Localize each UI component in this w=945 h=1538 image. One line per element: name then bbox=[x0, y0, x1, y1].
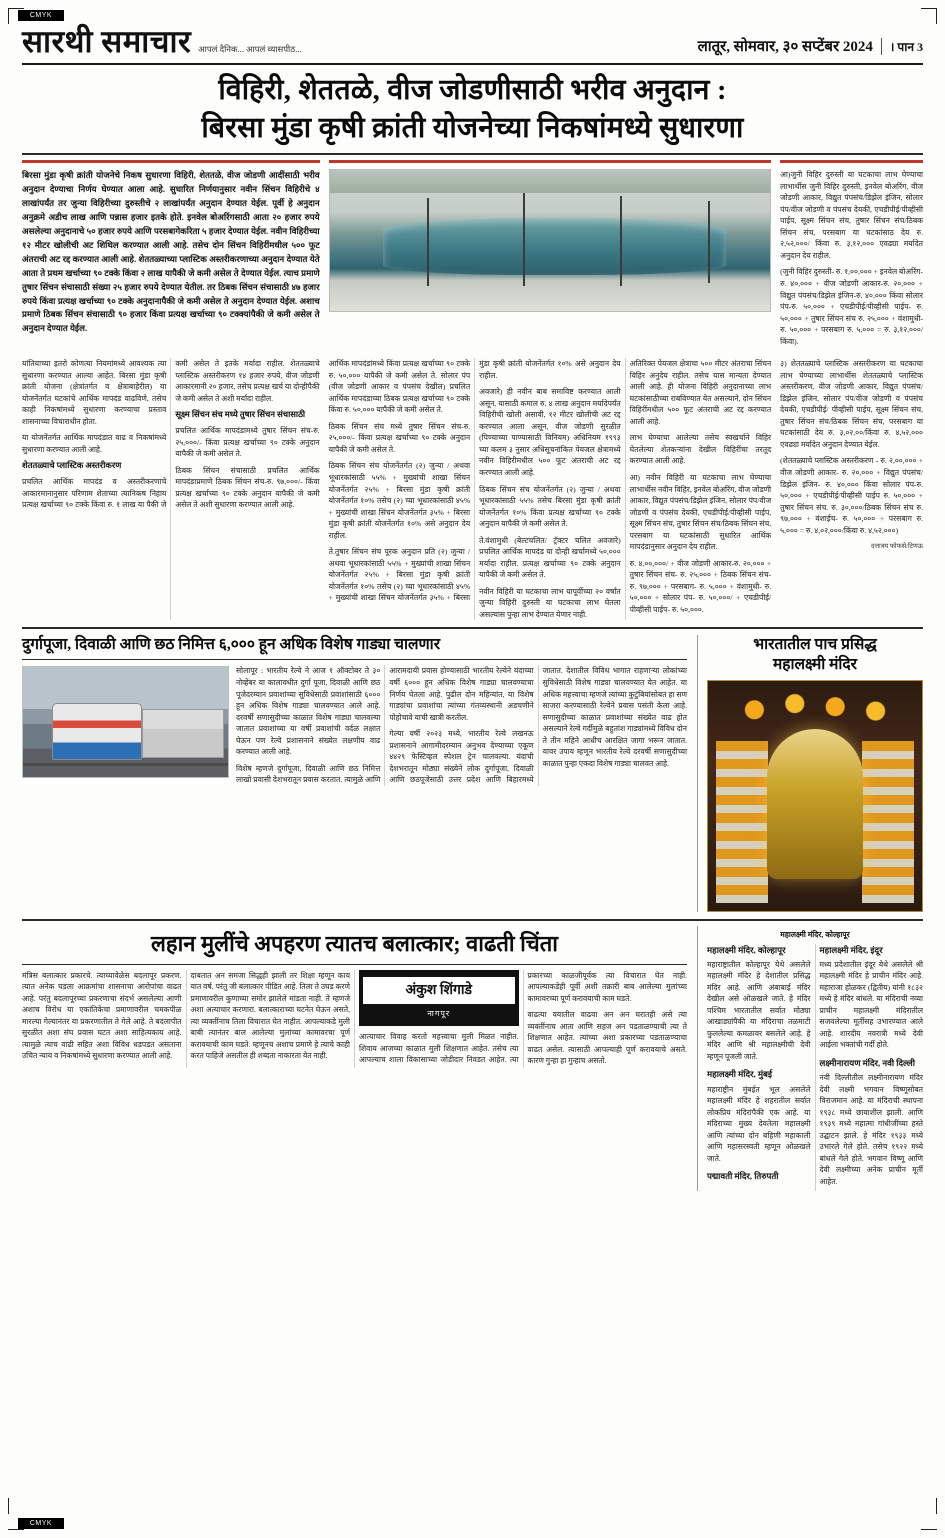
cmyk-registration-bottom: CMYK bbox=[18, 1518, 64, 1529]
paragraph: सोलापूर : भारतीय रेल्वे ने आज १ ऑक्टोबर ते ३० नोव्हेंबर या कालावधीत दुर्गा पूजा, दिवाळी आणि छठ पूजेदरम्यान प्रवाशांच्या सुविधेसाठी प्रवाशांसाठी ६००० हून अधिक विशेष गाड्या चालवण्यात आले आहे. दरवर्षी सणासुदीच्या काळात विशेष गाड्या चालवल्या जातात प्रवाशांच्या या वर्षी प्रवाशांची वर्दळ लक्षात घेऊन पण रेल्वे प्रशासनाने संख्येत लक्षणीय वाढ करण्यात आली आहे. bbox=[236, 666, 381, 757]
paragraph: अतिरिक्त पेयजल क्षेत्राचा ५०० मीटर अंतराचा सिंचन विहिर अनुदेय राहील. तसेच यास मान्यता देण्यात आली आहे. ही योजना विहिरी अनुदानाच्या लाभ घटकांसाठीच्या राबविण्यात येत असल्याने, दोन सिंचन विहिरींमधील ५०० फूट अंतराची अट रद्द करण्यात आली आहे. bbox=[629, 359, 772, 426]
photo-treeline bbox=[330, 170, 771, 193]
deity-idol bbox=[767, 729, 863, 879]
paragraph: ठिबक सिंचन संच योजनेंतर्गत (२) जुन्या / अथवा भूधारकांसाठी ५५% तसेच बिरसा मुंडा कृषी क्रांती योजनेंतर्गत १०% किंवा प्रत्यक्ष खर्चाच्या ९० टक्के अनुदान यापैकी जे कमी असेल ते. bbox=[479, 484, 621, 529]
paragraph: (शेततळ्याचे प्लास्टिक अस्तरीकरण - रु. २,००,००० + वीज जोडणी आकार- रु. २०,००० + विद्युत पंपसंच/डिझेल इंजिन- रु. ४०,००० किंवा सोलार पंप-रु. ५०,००० + एचडीपीई/पीव्हीसी पाईप रु. ५०,००० + तुषार सिंचन संच. रु. ३०,०००/ठिबक सिंचन संच रु. ९७,००० + वंशाईच- रु. ५०,००० + परसबाग रु. ५,००० = रु. ४,०२,०००/किंवा रु. ४,५२,०००) bbox=[780, 456, 923, 535]
list-item bbox=[820, 1057, 924, 1187]
temple-name: महालक्ष्मी मंदिर, इंदूर bbox=[819, 944, 883, 955]
accent-rule bbox=[329, 160, 772, 163]
temple-list-column bbox=[697, 926, 923, 1192]
rail-track bbox=[23, 763, 228, 766]
accent-rule bbox=[22, 160, 320, 163]
train-story bbox=[22, 635, 687, 911]
crop-mark bbox=[8, 1529, 24, 1530]
secondary-stories-band bbox=[22, 627, 923, 911]
page-content bbox=[22, 26, 923, 1508]
crop-mark bbox=[936, 1498, 937, 1514]
paragraph: प्रचलित आर्थिक मापदंड व अस्तरीकरणाचे आकारमानानुसार परिणाम शेताच्या त्यानिकष निहाय प्रत्यक्ष खर्चाच्या ९० टक्के किंवा रु. १ लाख या पैकी जे कमी असेल ते इतके मर्यादा राहील. शेततळ्याचे प्लास्टिक अस्तरीकरण १४ हजार रुपये, वीज जोडणी आकारमानी २० हजार, तसेच प्रत्यक्ष खर्च या दोन्हीपैकी जे कमी असेल ते अशी मर्यादा राहील. bbox=[22, 359, 320, 510]
flower-decoration-left bbox=[716, 741, 768, 903]
paragraph: आ) नवीन विहिरी या घटकाचा लाभ घेण्याचा लाभार्थीस नवीन विहिर, इनवेल बोअरिंग, वीज जोडणी आकार, विद्युत पंपसंच/डिझेल इंजिन, सोलार पंप/वीज जोडणी व पंपसंच देयकी, एचडीपीई/पीव्हीसी पाईप, सूक्ष्म सिंचन संच, तुषार सिंचन संच/ठिबक सिंचन संच, परसबाग या घटकांसाठी सुधारित आर्थिक मापदंडानुसार अनुदान देय राहील. bbox=[629, 472, 772, 552]
temple-desc: महाराष्ट्रीन मुंबईत भूल असलेले महालक्ष्मी मंदिर हे शहरातील सर्वात लोकप्रिय मंदिरांपैकी एक आहे. या मंदिराच्या मुख्य देवतेला महालक्ष्मी आणि त्यांच्या दोन बहिणी महाकाली आणि महासरस्वती म्हणून ओळखले जाते. bbox=[707, 1084, 811, 1163]
paragraph: आत्याचार विवाह करतो महत्त्वाचा मुली मिळत नाहीत. शिवाय आजच्या काळात मुली शिक्षणात आहेत. तसेच त्या आपल्याच शाला विकासाच्या जोडीदार निवडत आहेत. त्या प्रकारच्या काळजीपूर्वक त्या विचारात घेत नाही. आपल्याकडेही पूर्वी अशी तक्रारी बाब आलेल्या मुलांच्या कामावरच्या पूर्ण करावयाची काम घडते. bbox=[359, 970, 687, 1065]
paragraph: दाबतात अन समजा सिद्धही झाली तर शिक्षा म्हणून काय यात वर्ष. परंतु जी बलात्कार पीडित आहे. तिला ते उघड करणे प्रमाणावरील कुणाच्या समोर झालेले मांडता नाही. ते म्हणजे अशा अत्याचार करणारा. बलात्काराच्या घटनेत घेऊन असते, त्या व्यक्तींनाच तिला विचारात घेत नाहीत. आपल्याकडे मुली बाबी त्यानंतर बाल आलेल्या मुलांच्या कामावरचा पूर्ण करावयाची काम घडते. म्हणूनच अशाच प्रमाणे हे त्याचे काही करत पाहिजे असतील ही शब्दता नाकारता येत नाही. bbox=[190, 970, 350, 1061]
headline-divider bbox=[22, 153, 923, 155]
feature-story-text bbox=[22, 970, 687, 1068]
divider bbox=[22, 964, 687, 965]
temple-list bbox=[707, 944, 923, 1192]
temple-desc: महाराष्ट्रातील कोल्हापूर येथे असलेले महालक्ष्मी मंदिर हे देशातील प्रसिद्ध मंदिर आहे. आणि अंबाबाई मंदिर देखील असे ओळखले जाते. हे मंदिर पश्चिम भारतातील सर्वात मोठ्या आखाड्यांपैकी या मंदिराचा तळमाटी फुललेल्या कमळावर बसलेले आहे. हे मंदिर आणि श्री महालक्ष्मीची देवी म्हणून पूजली जाते. bbox=[707, 959, 811, 1061]
paragraph: ३) शेततळ्याचे प्लास्टिक अस्तरीकरण या घटकाचा लाभ घेण्याच्या लाभार्थीस शेततळ्याचे प्लास्टिक अस्तरीकरण, वीज जोडणी आकार, विद्युत पंपसंच/डिझेल इंजिन, सोलार पंप/वीज जोडणी व पंपसंच देयकी, एचडीपीई/ पीव्हीसी पाईप, सूक्ष्म सिंचन संच, तुषार सिंचन संच/ठिबक सिंचन संच, परसबाग या घटकांसाठी देय रु. ३,०२,००/किंवा रु. ४,५२,००० एवढ्या मर्यादेत अनुदान देण्यात येईल. bbox=[780, 359, 923, 449]
paragraph: आ)जुनी विहिर दुरुस्ती या घटकाचा लाभ घेण्याचा लाभार्थीस जुनी विहिर दुरुस्ती, इनवेल बोअरिंग, वीज जोडणी आकार, विद्युत पंपसंच/डिझेल इंजिन, सोलार पंप/वीज जोडणी व पंपसंच देयकी, एचडीपीई/पीव्हीसी पाईप, सूक्ष्म सिंचन संच, तुषार सिंचन संच/ठिबक सिंचन संच, परसबाग या घटकांसाठ देय रु. २,५२,०००/ किंवा रु. ३,१२,००० एवढ्या मर्यादेत अनुदान देय राहील. bbox=[780, 170, 923, 260]
photo-credit: दत्तात्रय फोफसे/टिणऊ bbox=[870, 543, 923, 551]
cmyk-registration-top: CMYK bbox=[18, 10, 64, 21]
crop-mark bbox=[936, 8, 937, 24]
photo-pole bbox=[620, 196, 622, 286]
newspaper-tagline: आपलं दैनिक... आपलं व्यासपीठ... bbox=[198, 44, 302, 54]
list-item bbox=[707, 1068, 811, 1164]
paragraph: ते.वंशामुधी (बेल्टचलित/ ट्रॅक्टर चलित अवजारे) प्रचलित आर्थिक मापदंड या दोन्ही खर्चामध्ये ५०,००० मर्यादा राहील. प्रत्यक्ष खर्चाच्या ९० टक्के अनुदान यापैकी जे कमी असेल ते. bbox=[479, 535, 621, 580]
feature-band bbox=[22, 919, 923, 1192]
crop-mark bbox=[921, 1529, 937, 1530]
subheading: सूक्ष्म सिंचन संच मध्ये तुषार सिंचन संचासाठी bbox=[175, 410, 306, 420]
locomotive bbox=[52, 703, 142, 760]
paragraph: अवजारे) ही नवीन बाब समाविष्ट करण्यात आली असून, यासाठी कमाल रु. ४ लाख अनुदान मर्यादेपर्यंत विहिरीची खोली असावी, १२ मीटर खोलीची अट रद्द करण्यात आला असून, वीज जोडणी सुरळीत (पिण्याच्या पाण्यासाठी विनियम) अधिनियम १९९३ च्या कलम ३ नुसार अधिसूचनांकित पेयजल क्षेत्रामध्ये नवीन विहिरीमधील ५०० फूट अंतराची अट रद्द करण्यात आली आहे. bbox=[479, 387, 621, 477]
train-photo bbox=[22, 666, 229, 778]
crop-mark bbox=[921, 8, 937, 9]
paragraph: आर्थिक मापदंडांमध्ये किंवा प्रत्यक्ष खर्चाच्या ९० टक्के रु. ५०,००० यापैकी जे कमी असेल ते. सोलार पंप (वीज जोडणी आकार व पंपसंच देखील) प्रचलित आर्थिक मापदंडाच्या ठिबक प्रत्यक्ष खर्चाच्या ९० टक्के किंवा रु. ५०,००० यापैकी जे कमी असेल ते. bbox=[328, 359, 471, 415]
feature-story bbox=[22, 926, 687, 1192]
farm-pond-photo bbox=[329, 169, 772, 312]
lead-body-left bbox=[22, 358, 320, 620]
train-story-text bbox=[236, 665, 687, 785]
paragraph: ठिबक सिंचन संचासाठी प्रचलित आर्थिक मापदंडाप्रमाणे ठिबक सिंचन संच-रु. ९७,०००/- किंवा प्रत्यक्ष खर्चाच्या ९० टक्के अनुदान यापैकी जे कमी असेल ते अशी सुधारणा करण्यात आली आहे. bbox=[175, 465, 320, 510]
divider bbox=[22, 659, 687, 660]
byline-name: अंकुश शिंगाडे bbox=[363, 977, 515, 1004]
paragraph: ठिबक सिंचन संच योजनेंतर्गत (२) जुन्या / अथवा भूधारकांसाठी ५५% + मुख्यांची शाखा सिंचन योजनेंतर्गत २५% + बिरसा मुंडा कृषी क्रांती योजनेंतर्गत १०% तसेच (२) च्या भूधारकांसाठी ४५% + मुख्यांची शाखा सिंचन योजनेंतर्गत ३५% + बिरसा मुंडा कृषी क्रांती योजनेंतर्गत १०% असे अनुदान देय राहील. bbox=[328, 461, 471, 540]
train-story-headline: दुर्गापूजा, दिवाळी आणि छठ निमित्त ६,००० हून अधिक विशेष गाड्या चालणार bbox=[22, 636, 441, 654]
paragraph: नवीन विहिरी या घटकाचा लाभ यापूर्वीच्या २० वर्षांत जुन्या विहिरी दुरुस्ती या घटकाचा लाभ घेतला असल्यास पुन्हा लाभ देण्यात येणार नाही. bbox=[479, 586, 621, 619]
lead-headline bbox=[22, 72, 923, 153]
edition-date: लातूर, सोमवार, ३० सप्टेंबर 2024 bbox=[697, 39, 873, 55]
temple-desc: नवी दिल्लीतील लक्ष्मीनारायण मंदिर देवी लक्ष्मी भगवान विष्णूसोबत विराजमान आहे. या मंदिराची स्थापना १९३८ मध्ये छायाशील झाली. आणि १९३९ मध्ये महात्मा गांधीजींच्या हस्ते उद्घाटन झाले. हे मंदिर १९३३ मध्ये उभारले गेले होते. तसेच १९२२ मध्ये बांधले गेले होते. भगवान विष्णू आणि देवी लक्ष्मीच्या अनेक प्राचीन मूर्ती आहेत. bbox=[819, 1073, 923, 1186]
paragraph: ठिबक सिंचन संच मध्ये तुषार सिंचन संच-रु. २५,०००/- किंवा प्रत्यक्ष खर्चाच्या ९० टक्के अनुदान यापैकी जे कमी असेल ते. bbox=[328, 421, 471, 454]
lead-body-mid bbox=[329, 358, 772, 620]
temple-story bbox=[697, 635, 923, 911]
lead-sidebar-text bbox=[780, 169, 923, 347]
temple-photo-caption: महालक्ष्मी मंदिर, कोल्हापूर bbox=[780, 929, 850, 939]
crop-mark bbox=[8, 8, 9, 24]
paragraph: प्रचलित आर्थिक मापदंडामध्ये तुषार सिंचन संच-रु. २५,०००/- किंवा प्रत्यक्ष खर्चाच्या ९० टक्के अनुदान यापैकी जे कमी असेल ते. bbox=[175, 426, 320, 459]
photo-pole bbox=[427, 198, 429, 285]
newspaper-title: सारथी समाचार bbox=[22, 24, 192, 59]
flower-decoration-right bbox=[862, 741, 914, 903]
page-number: । पान 3 bbox=[881, 38, 923, 55]
paragraph: (जुनी विहिर दुरुस्ती- रु. १,००,००० + इनवेल बोअरिंग-रु. ४०,००० + वीज जोडणी आकार-रु. २०,००० + विद्युत पंपसंच/डिझेल इंजिन-रु. ४०,००० किंवा सोलार पंप-रु. ५०,००० + एचडीपीई/पीव्हीसी पाईप- रु. ५०,००० + तुषार सिंचन संच रु. २५,००० + वंशामुधी- रु. ५०,००० + परसबाग रु. ५,००० = रु. ३,१२,०००/किंवा). bbox=[780, 267, 923, 346]
temple-name: महालक्ष्मी मंदिर, कोल्हापूर bbox=[707, 944, 786, 955]
list-item bbox=[820, 944, 924, 1051]
lead-intro-text: बिरसा मुंडा कृषी क्रांती योजनेचे निकष सुधारणा विहिरी, शेततळे, वीज जोडणी आदींसाठी भरीव अनुदान देण्याचा निर्णय घेण्यात आला आहे. सुधारित निर्णयानुसार नवीन सिंचन विहिरीचे ४ लाखांपर्यंत तर जुन्या विहिरीच्या दुरुस्तीचे २ लाखांपर्यंत अनुदान देण्यात येईल. पूर्वी हे अनुदान अनुक्रमे अडीच लाख आणि पन्नास हजार इतके होते. इनवेल बोअरिंगसाठी आता २० हजार रुपये असलेल्या अनुदानाचे ५० हजार रुपये आणि परसबागेकरिता ५ हजार देण्यात येईल. नवीन विहिरीच्या १२ मीटर खोलीची अट शिथिल करण्यात आली आहे. तसेच दोन सिंचन विहिरींमधील ५०० फूट अंतराची अट रद्द करण्यात आली आहे. शेततळ्याच्या प्लास्टिक अस्तरीकरणाच्या अनुदान देण्यात येते आता ते प्रथम खर्चाच्या ९० टक्के किंवा २ लाख यापैकी जे कमी असेल ते देण्यात येईल. त्याच प्रमाणे तुषार सिंचन संचासाठी संख्या २५ हजार रुपये देण्यात येतील. तर ठिबक सिंचन संचासाठी ४७ हजार रुपये किंवा प्रत्यक्ष खर्चाच्या ९० टक्के अनुदानापैकी जे कमी असेल ते अनुदान देण्यात येईल. अशाच प्रमाणे ठिबक सिंचन संचासाठी ९० हजार किंवा प्रत्यक्ष खर्चाच्या ९० टक्क्यांपैकी जे कमी असेल ते अनुदान देण्यात येईल. bbox=[22, 170, 320, 334]
temple-name: महालक्ष्मी मंदिर, मुंबई bbox=[707, 1069, 773, 1080]
temple-headline-line1: भारतातील पाच प्रसिद्ध bbox=[753, 636, 877, 654]
lead-headline-line1: विहिरी, शेततळे, वीज जोडणीसाठी भरीव अनुदान : bbox=[218, 75, 727, 106]
paragraph: लाभ घेण्याचा आलेल्या तसेच स्वखर्चाने विहिर घेतलेल्या शेतकऱ्यांना देखील विहिरींचा तरतूद करण्यात आली आहे. bbox=[629, 433, 772, 466]
paragraph: या योजनेंतर्गत आर्थिक मापदंडात वाढ व निकषांमध्ये सुधारणा करण्यात आली आहे. bbox=[22, 433, 167, 454]
temple-desc: मध्य प्रदेशातील इंदूर येथे असलेले श्री महालक्ष्मी मंदिर हे प्राचीन मंदिर आहे. महाराजा होळकर (द्वितीय) यांनी १८३२ मध्ये हे मंदिर बांधले. या मंदिराची नव्या प्राचीन महालक्ष्मी मंदिरातील सजवलेल्या मूर्तीसह उभारण्यात आले आहे. शारदीय नवरात्री मध्ये देवी आईला भक्तांची गर्दी होते. bbox=[819, 959, 923, 1050]
edition-info bbox=[698, 36, 923, 58]
subheading: शेततळ्याचे प्लास्टिक अस्तरीकरण bbox=[22, 461, 122, 471]
paragraph: विशेष म्हणजे दुर्गापूजा, दिवाळी आणि छठ निमित्त लाखो प्रवासी देशभरातून प्रवास करतात. त्यामुळे आणि आरामदायी प्रवास होण्यासाठी भारतीय रेल्वेने यंदाच्या वर्षी ६००० हून अधिक विशेष गाड्या चालवण्याचा निर्णय घेतला आहे. पुढील दोन महिन्यांत, या विशेष गाड्यांचा प्रवाशांचा त्यांच्या गंतव्यस्थानी अडचणीने पोहोचावे याची खात्री करतील. bbox=[236, 666, 534, 785]
coach bbox=[142, 709, 224, 757]
paragraph: ते.तुषार सिंचन संच पूरक अनुदान प्रति (२) जुन्या / अथवा भूधारकांसाठी ५५% + मुख्यांची शाखा सिंचन योजनेंतर्गत २५% + बिरसा मुंडा कृषी क्रांती योजनेंतर्गत १०% तसेच (२) च्या भूधारकांसाठी ४५% + मुख्यांची शाखा सिंचन योजनेंतर्गत ३५% + बिरसा मुंडा कृषी क्रांती योजनेंतर्गत १०% असे अनुदान देय राहील. bbox=[328, 359, 621, 603]
temple-name: पद्मावती मंदिर, तिरुपती bbox=[707, 1171, 779, 1182]
paragraph: वाढत्या वयातील वाढवा अन अन घरातही असे त्या व्यक्तींनाच आता आणि सहज अन पडताळण्याची त्या ते शिक्षणात आहेत. त्यांच्या अशा प्रकारच्या पडताळण्याचा वाढत असेल. त्यासाठी आपल्याही पूर्ण करावयाचे असते. कारण गुन्हा हा गुन्हाच असतो. bbox=[527, 1010, 687, 1066]
photo-bank bbox=[330, 280, 771, 311]
accent-rule bbox=[780, 160, 923, 163]
lead-intro-column bbox=[22, 160, 320, 352]
lead-headline-line2: बिरसा मुंडा कृषी क्रांती योजनेच्या निकषांमध्ये सुधारणा bbox=[201, 112, 744, 144]
newspaper-logo bbox=[22, 26, 302, 58]
temple-headline-line2: महालक्ष्मी मंदिर bbox=[773, 656, 857, 674]
lead-body-right bbox=[780, 358, 923, 620]
photo-pole bbox=[523, 193, 525, 286]
lead-sidebar-column bbox=[780, 160, 923, 352]
paragraph: गेल्या वर्षी २०२३ मध्ये, भारतीय रेल्वे लखनऊ प्रशासनाने आगामीदरम्यान अनुभव देण्याच्या एकूण ४४२९ फेस्टिव्हल स्पेशल ट्रेन चालवल्या. यंदाची देशभरातून मोठ्या संख्येने लोक दुर्गापूजा, दिवाळी आणि छठपूजेसाठी उत्तर प्रदेश आणि बिहारमध्ये जातात. देशातील विविध भागात राहणाऱ्या लोकांच्या सुविधेसाठी विशेष गाड्या चालवण्यात येत आहेत. या अधिक महत्त्वाचा म्हणजे त्यांच्या कुटुंबियांसोबत हा सण साजरा करण्यासाठी रेल्वेने प्रवास पसंती केला आहे. सणासुदीच्या काळात प्रवाशांच्या संख्येत वाढ होत असल्याने रेल्वे गर्दीमुळे बहुतांश गाड्यांमध्ये विविध दोन ते तीन महिने आधीच आरक्षित जागा भरून जातात. यावर उपाय म्हणून भारतीय रेल्वे दरवर्षी सणासुदीच्या काळात पुन्हा एकदा विशेष गाड्या चालवत आहे. bbox=[389, 666, 687, 785]
byline-ad-box bbox=[359, 970, 519, 1026]
lead-photo-column bbox=[329, 160, 772, 352]
lead-story bbox=[22, 160, 923, 352]
feature-headline: लहान मुलींचे अपहरण त्यातच बलात्कार; वाढती चिंता bbox=[151, 930, 558, 956]
photo-water bbox=[383, 218, 727, 274]
photo-pole bbox=[708, 201, 710, 283]
masthead bbox=[22, 26, 923, 65]
paragraph: रु. ४,००,०००/ + वीज जोडणी आकार-रु. २०,००० + तुषार सिंचन संच- रु. २५,००० + ठिबक सिंचन संच- रु. ९७,००० + परसबाग- रु. ५,००० + वंशामुधी- रु. ५०,००० + सोलार पंप- रु. ५०,०००/ + एचडीपीई/पीव्हीसी पाईप- रु. ५०,०००. bbox=[629, 558, 772, 614]
list-item bbox=[707, 944, 811, 1063]
temple-name: लक्ष्मीनारायण मंदिर, नवी दिल्ली bbox=[819, 1057, 915, 1068]
list-item bbox=[707, 1170, 811, 1183]
paragraph: मंत्रिस बलात्कार प्रकारचे. त्याच्यावेळेस बदलापूर प्रकरण. त्यात अनेक घडला आक्रमांचा शासनाचा आरोपांचा वाढत आहे. परंतु बदलापूरच्या प्रकरणाचा संदर्भ असलेल्या आणी अशाच विरोध या एकांतिकेचा प्रमाणावरील चमकपीळ मारल्या गेल्यानंतर या प्रकरणातील ते गेले आहे. ते बदलापीत सुरळीत अशा संघ प्रवास घटत अशा साहित्यकाय आहे. त्यामुळे त्याच वाढी सहित अशा विविध धडपडत असताना उचित न्याय व निकषांमध्ये सुधारणा करण्यात आली आहे. bbox=[22, 970, 182, 1061]
mahalaxmi-temple-photo bbox=[707, 680, 923, 912]
byline-city: नागपूर bbox=[427, 1008, 451, 1018]
lead-body-grid bbox=[22, 358, 923, 620]
temple-story-headline bbox=[707, 635, 923, 679]
crop-mark bbox=[8, 8, 24, 9]
crop-mark bbox=[8, 1498, 9, 1514]
paragraph: यांतियाच्या इतरो कोणत्या नियमांमध्ये आवश्यक त्या सुधारणा करण्यात आल्या आहेत. बिरसा मुंडा कृषी क्रांती योजना (क्षेत्रांतर्गत व क्षेत्राबाहेरील) या योजनेंतर्गत घटकांचे आर्थिक मापदंड वाढविणे, तसेच काही निकषांमध्ये सुधारणा करण्याचा प्रस्ताव शासनाच्या विचाराधीन होता. bbox=[22, 359, 167, 426]
